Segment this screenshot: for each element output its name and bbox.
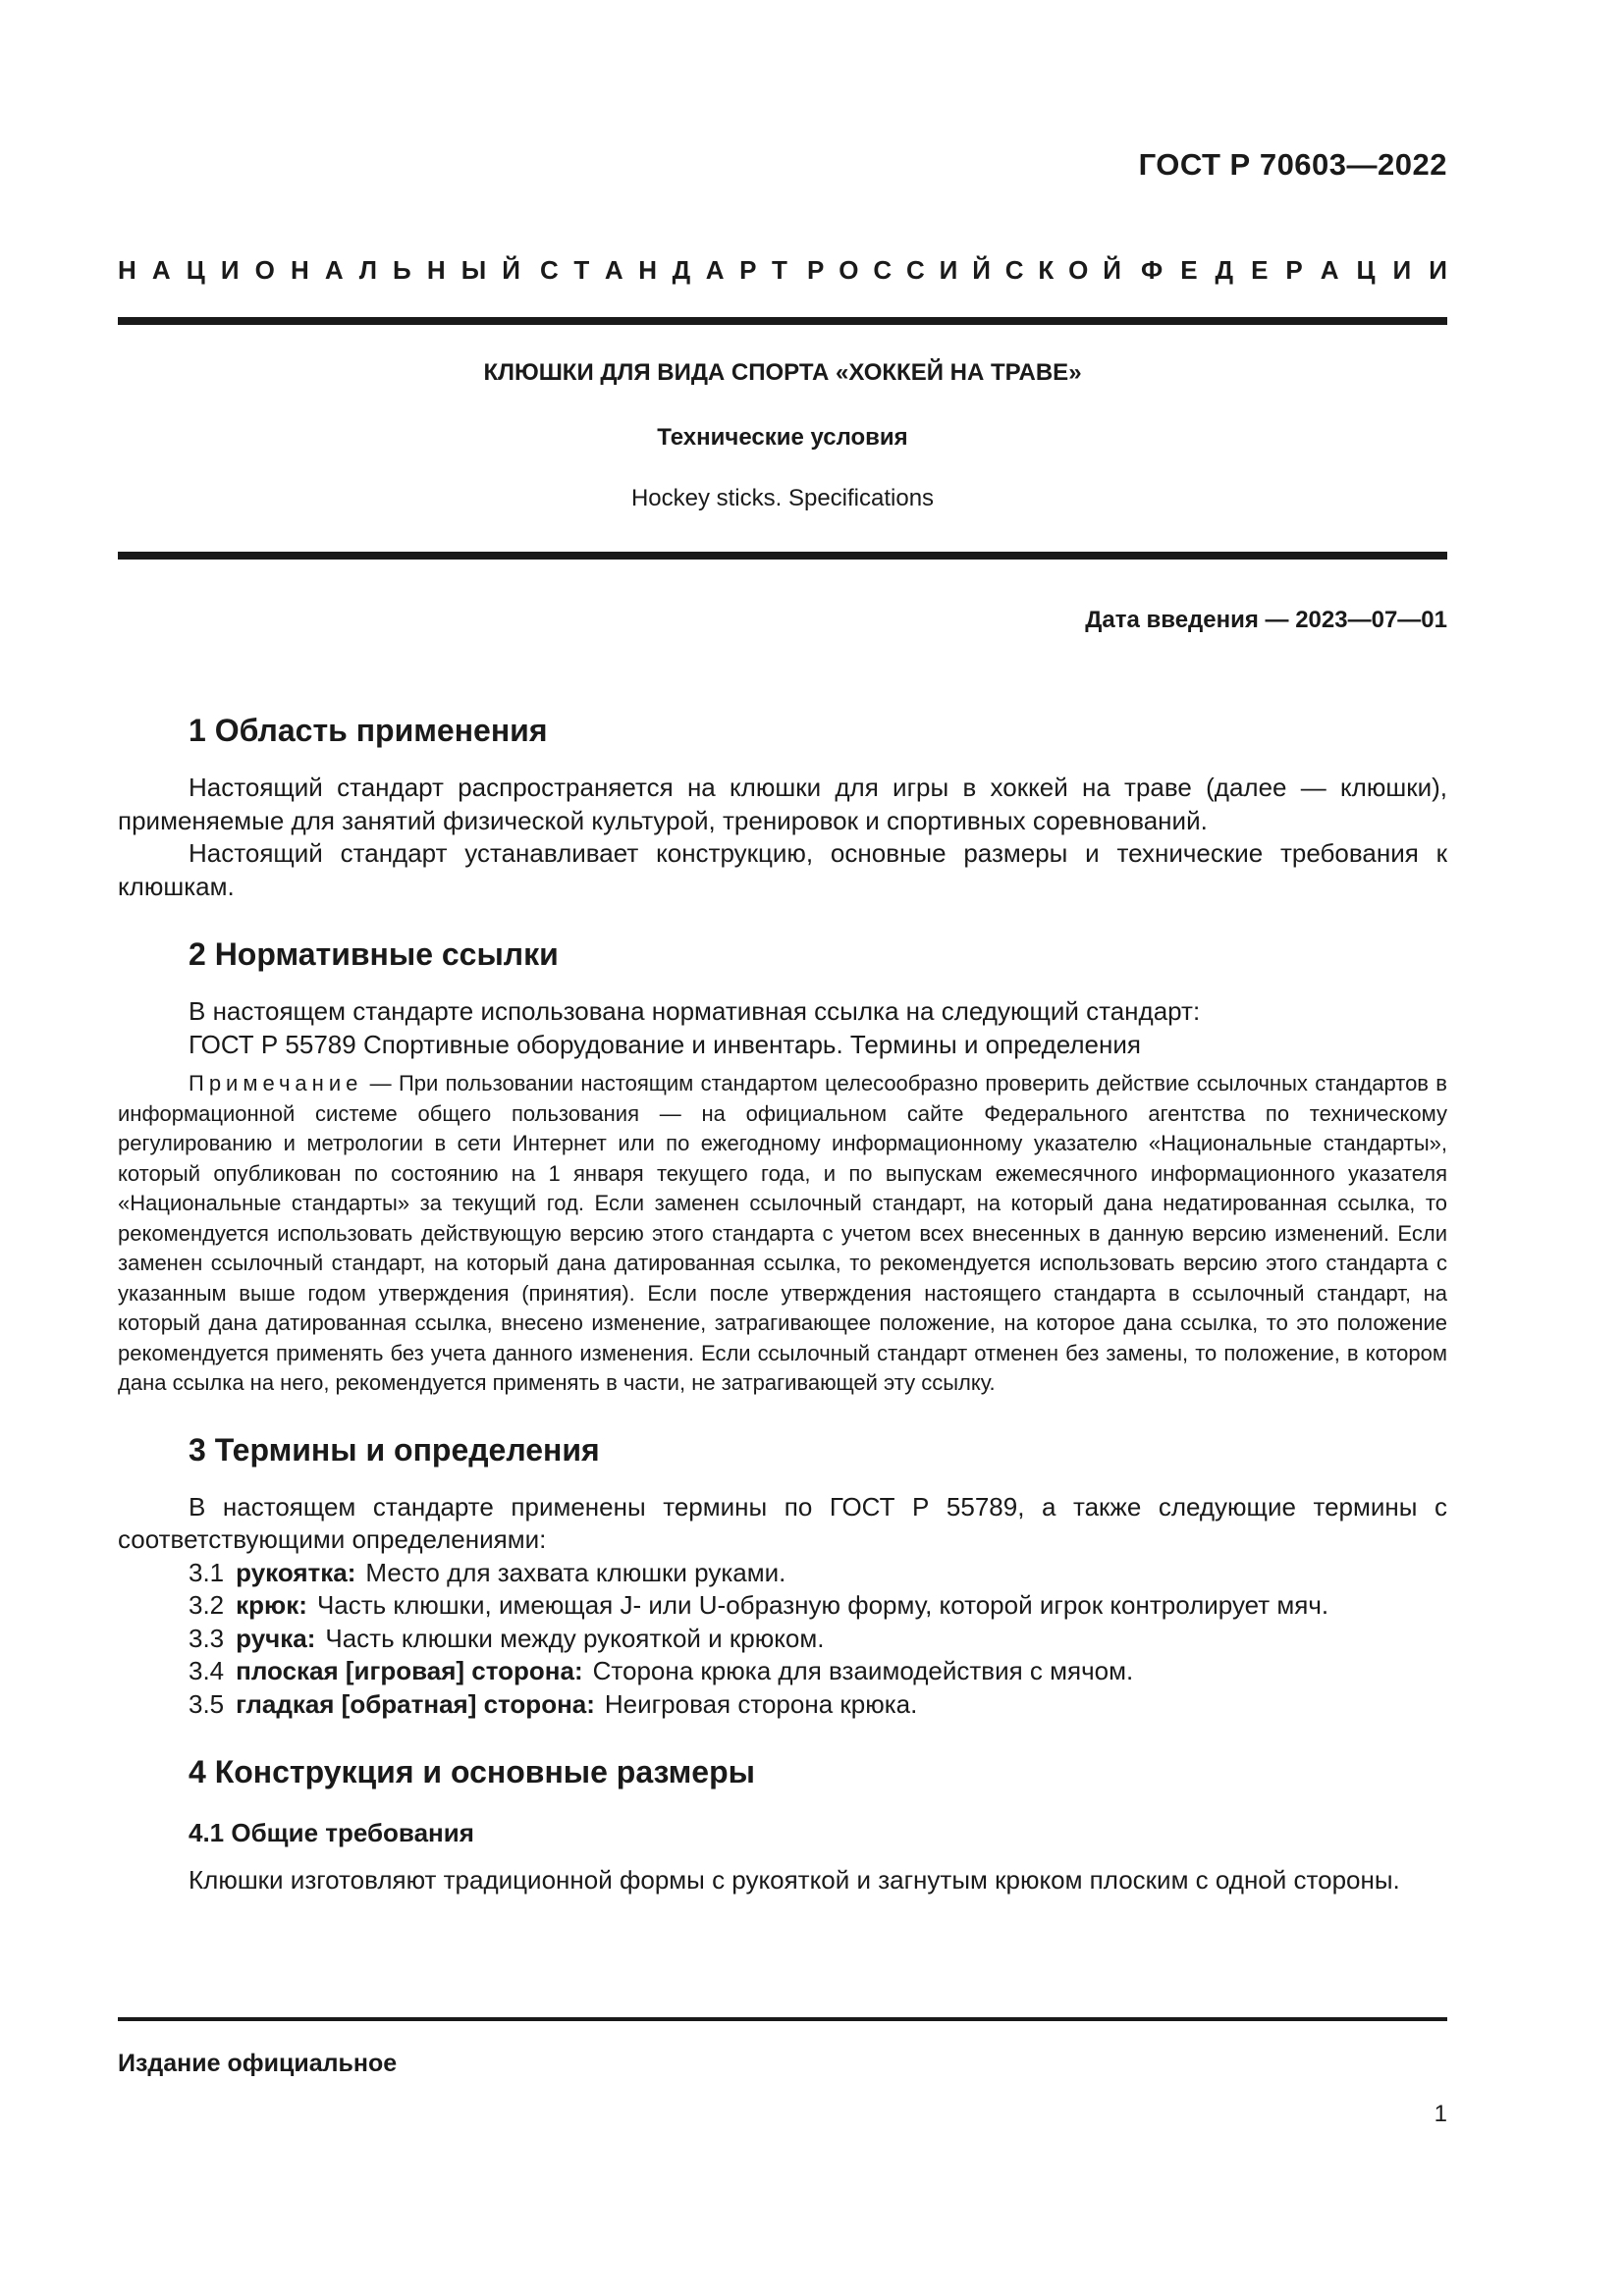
term-item	[118, 1688, 1447, 1722]
reference-item: ГОСТ Р 55789 Спортивные оборудование и инвентарь. Термины и определения	[189, 1029, 1141, 1059]
term-number: 3.1	[189, 1557, 225, 1587]
national-standard-title	[118, 255, 1447, 286]
term-definition: Сторона крюка для взаимодействия с мячом.	[592, 1656, 1134, 1685]
paragraph: Настоящий стандарт устанавливает конструкцию, основные размеры и технические требования к клюшкам.	[118, 838, 1447, 901]
term-definition: Место для захвата клюшки руками.	[365, 1557, 786, 1587]
term-name: крюк:	[236, 1590, 307, 1620]
term-name: гладкая [обратная] сторона:	[236, 1688, 595, 1719]
section-scope	[118, 707, 1447, 903]
subsection-heading: 4.1 Общие требования	[189, 1818, 474, 1847]
term-definition: Неигровая сторона крюка.	[604, 1688, 918, 1719]
term-item	[118, 1557, 1447, 1590]
section-heading: 3 Термины и определения	[189, 1431, 600, 1468]
national-title-word-2: С Т А Н Д А Р Т	[540, 255, 787, 285]
standard-title: КЛЮШКИ ДЛЯ ВИДА СПОРТА «ХОККЕЙ НА ТРАВЕ»	[483, 359, 1082, 386]
doc-number: ГОСТ Р 70603—2022	[1138, 147, 1447, 182]
document-body	[118, 707, 1447, 1925]
term-number: 3.2	[189, 1590, 225, 1620]
national-title-word-1: Н А Ц И О Н А Л Ь Н Ы Й	[118, 255, 520, 285]
page-number: 1	[1434, 2101, 1447, 2127]
footer-divider	[118, 2017, 1447, 2021]
term-definition: Часть клюшки между рукояткой и крюком.	[325, 1623, 825, 1653]
term-item	[118, 1623, 1447, 1656]
national-title-word-4: Ф Е Д Е Р А Ц И И	[1141, 255, 1447, 285]
paragraph: Настоящий стандарт распространяется на клюшки для игры в хоккей на траве (далее — клюшки), применяемые для занятий физической культурой, тренировок и спортивных соревнований.	[118, 773, 1447, 835]
section-terms	[118, 1426, 1447, 1722]
note	[118, 1069, 1447, 1399]
term-item	[118, 1655, 1447, 1688]
top-divider	[118, 317, 1447, 325]
section-normative-references	[118, 931, 1447, 1399]
document-page	[118, 0, 1447, 2296]
term-name: рукоятка:	[236, 1557, 356, 1587]
term-number: 3.5	[189, 1688, 225, 1719]
section-heading: 4 Конструкция и основные размеры	[189, 1754, 755, 1789]
section-design	[118, 1748, 1447, 1897]
paragraph: В настоящем стандарте применены термины по ГОСТ Р 55789, а также следующие термины с соответствующими определениями:	[118, 1491, 1447, 1554]
term-item	[118, 1589, 1447, 1623]
term-definition: Часть клюшки, имеющая J- или U-образную форму, которой игрок контролирует мяч.	[316, 1590, 1329, 1620]
paragraph: В настоящем стандарте использована нормативная ссылка на следующий стандарт:	[189, 996, 1201, 1026]
title-divider	[118, 552, 1447, 560]
term-number: 3.4	[189, 1656, 225, 1685]
official-edition-label: Издание официальное	[118, 2050, 398, 2077]
note-text: — При пользовании настоящим стандартом целесообразно проверить действие ссылочных стандартов в информационной системе общего пользования — на официальном сайте Федерального агентства по техническому регулированию и метрологии в сети Интернет или по ежегодному информационному указателю «Национальные стандарты», который опубликован по состоянию на 1 января текущего года, и по выпускам ежемесячного информационного указателя «Национальные стандарты» за текущий год. Если заменен ссылочный стандарт, на который дана недатированная ссылка, то рекомендуется использовать действующую версию этого стандарта с учетом всех внесенных в данную версию изменений. Если заменен ссылочный стандарт, на который дана датированная ссылка, то рекомендуется использовать версию этого стандарта с указанным выше годом утверждения (принятия). Если после утверждения настоящего стандарта в ссылочный стандарт, на который дана датированная ссылка, внесено изменение, затрагивающее положение, на которое дана ссылка, то это положение рекомендуется применять без учета данного изменения. Если ссылочный стандарт отменен без замены, то положение, в котором дана ссылка на него, рекомендуется применять в части, не затрагивающей эту ссылку.	[118, 1071, 1447, 1395]
term-name: ручка:	[236, 1623, 316, 1653]
standard-subtitle: Технические условия	[657, 424, 908, 451]
standard-english-title: Hockey sticks. Specifications	[630, 485, 935, 511]
national-title-word-3: Р О С С И Й С К О Й	[807, 255, 1121, 285]
note-label: Примечание	[189, 1071, 363, 1095]
section-heading: 1 Область применения	[189, 713, 548, 748]
term-number: 3.3	[189, 1623, 225, 1653]
paragraph: Клюшки изготовляют традиционной формы с рукояткой и загнутым крюком плоским с одной стороны.	[189, 1865, 1400, 1895]
section-heading: 2 Нормативные ссылки	[189, 936, 559, 972]
term-name: плоская [игровая] сторона:	[236, 1656, 583, 1685]
introduction-date: Дата введения — 2023—07—01	[1085, 607, 1447, 633]
